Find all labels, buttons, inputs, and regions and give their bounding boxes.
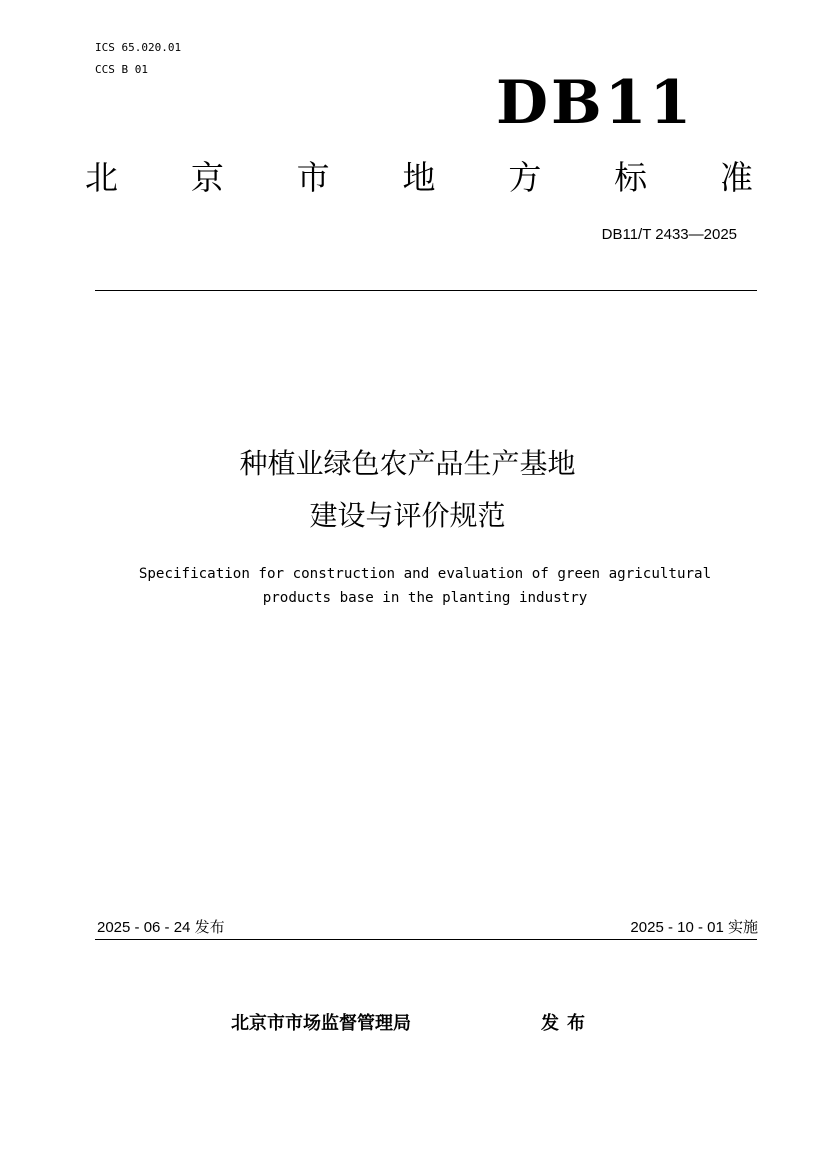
standard-type-char: 方 [508, 158, 542, 197]
header-divider [95, 290, 757, 291]
ccs-code: CCS B 01 [95, 63, 148, 76]
standard-type-char: 北 [85, 158, 118, 197]
publisher-name: 北京市市场监督管理局 [231, 1013, 411, 1034]
standard-type-char: 市 [296, 158, 330, 197]
ics-code: ICS 65.020.01 [95, 41, 182, 54]
date-divider [95, 939, 757, 940]
publish-label: 发布 [541, 1013, 593, 1034]
title-en-line2: products base in the planting industry [262, 590, 588, 606]
title-en-line1: Specification for construction and evaluation of green agricultural [138, 566, 712, 582]
title-zh-line2: 建设与评价规范 [309, 499, 506, 532]
standard-type-heading [85, 157, 753, 199]
issue-date: 2025 - 06 - 24 发布 [97, 919, 225, 936]
standard-type-char: 京 [190, 158, 224, 197]
standard-type-char: 准 [719, 158, 753, 197]
title-zh-line1: 种植业绿色农产品生产基地 [239, 447, 576, 480]
standard-logo: DB11 [496, 68, 695, 138]
implementation-date: 2025 - 10 - 01 实施 [630, 919, 758, 936]
standard-type-char: 地 [402, 158, 436, 197]
standard-type-char: 标 [614, 158, 648, 197]
standard-number: DB11/T 2433—2025 [601, 226, 737, 243]
